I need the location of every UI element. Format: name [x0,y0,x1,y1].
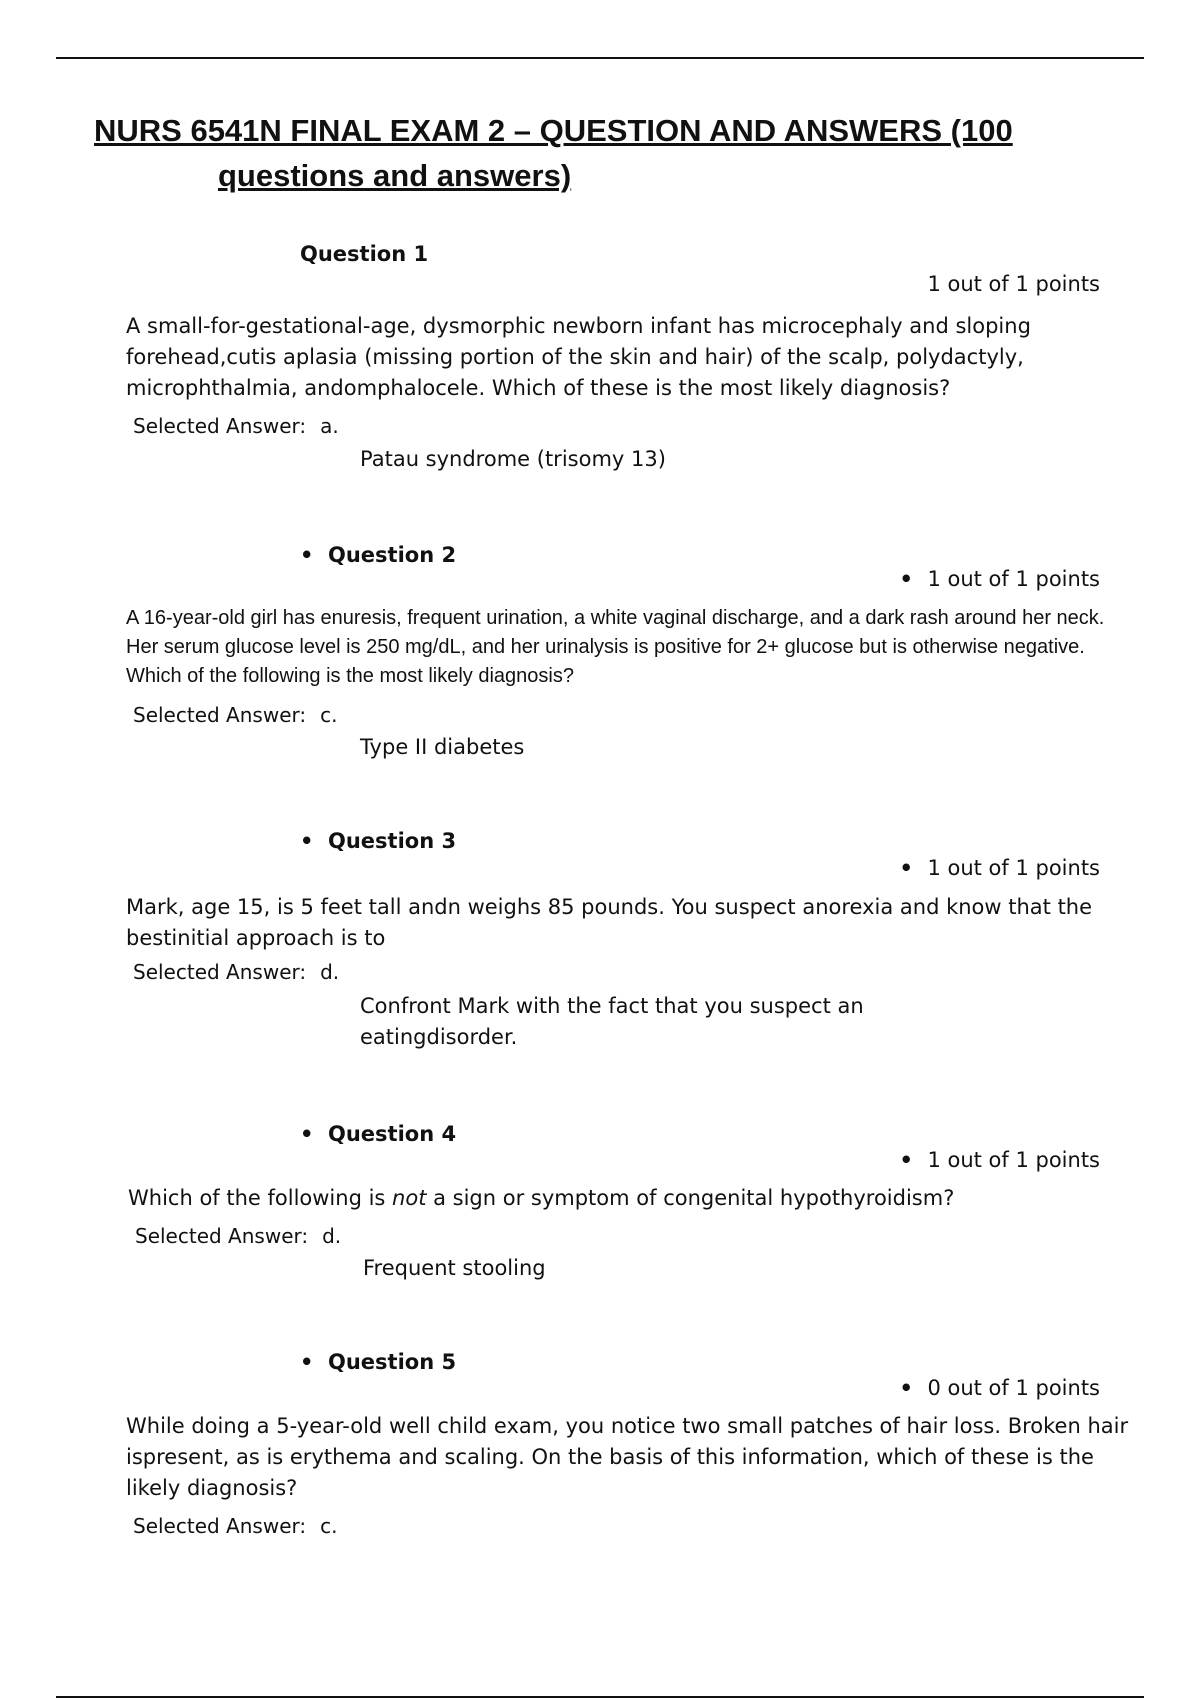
answer-text: Confront Mark with the fact that you suspect an eatingdisorder. [360,994,864,1049]
bullet-icon: • [300,543,314,567]
question-text: While doing a 5-year-old well child exam, you notice two small patches of hair loss. Broken hair ispresent, as is erythema and scaling. On the basis of this information, which of these is the likely diagnosis? [126,1414,1129,1500]
title-line-1: NURS 6541N FINAL EXAM 2 – QUESTION AND ANSWERS (100 [94,113,1013,148]
selected-answer-letter: d. [322,1224,342,1248]
bullet-icon: • [899,1376,913,1400]
question-points: • 1 out of 1 points [899,856,1100,880]
question-text: A 16-year-old girl has enuresis, frequent urination, a white vaginal discharge, and a dark rash around her neck. Her serum glucose level is 250 mg/dL, and her urinalysis is positive for 2+ glucose but is otherwise negative. Which of the following is the most likely diagnosis? [126,607,1105,687]
question-points: • 1 out of 1 points [899,567,1100,591]
selected-answer: Selected Answer: c. [133,1514,338,1538]
answer-text: Patau syndrome (trisomy 13) [360,447,666,471]
bullet-icon: • [899,1148,913,1172]
question-text: Mark, age 15, is 5 feet tall andn weighs 85 pounds. You suspect anorexia and know that the bestinitial approach is to [126,895,1093,950]
selected-answer: Selected Answer: d. [135,1224,342,1248]
selected-answer: Selected Answer: a. [133,414,339,438]
question-heading: • Question 3 [300,829,457,853]
answer-text: Type II diabetes [360,735,525,759]
title-line-2: questions and answers) [218,158,572,193]
selected-answer: Selected Answer: d. [133,960,340,984]
bullet-icon: • [300,829,314,853]
question-text: A small-for-gestational-age, dysmorphic newborn infant has microcephaly and sloping forehead,cutis aplasia (missing portion of the skin and hair) of the scalp, polydactyly, microphthalmia, andomphalocele. Which of these is the most likely diagnosis? [126,314,1031,400]
answer-text: Frequent stooling [363,1256,546,1280]
question-heading: Question 1 [300,242,429,266]
top-rule [56,57,1144,59]
question-heading: • Question 4 [300,1122,457,1146]
question-points: • 1 out of 1 points [899,1148,1100,1172]
question-points: • 0 out of 1 points [899,1376,1100,1400]
bullet-icon: • [899,567,913,591]
question-heading: • Question 5 [300,1350,457,1374]
question-text: Which of the following is not a sign or symptom of congenital hypothyroidism? [128,1186,955,1210]
selected-answer-letter: c. [320,703,338,727]
selected-answer: Selected Answer: c. [133,703,338,727]
bottom-rule [56,1696,1144,1698]
bullet-icon: • [300,1350,314,1374]
question-points: 1 out of 1 points [927,272,1100,296]
selected-answer-letter: c. [320,1514,338,1538]
document-title [94,108,1074,198]
question-heading: • Question 2 [300,543,457,567]
selected-answer-letter: d. [320,960,340,984]
bullet-icon: • [899,856,913,880]
selected-answer-letter: a. [320,414,339,438]
bullet-icon: • [300,1122,314,1146]
